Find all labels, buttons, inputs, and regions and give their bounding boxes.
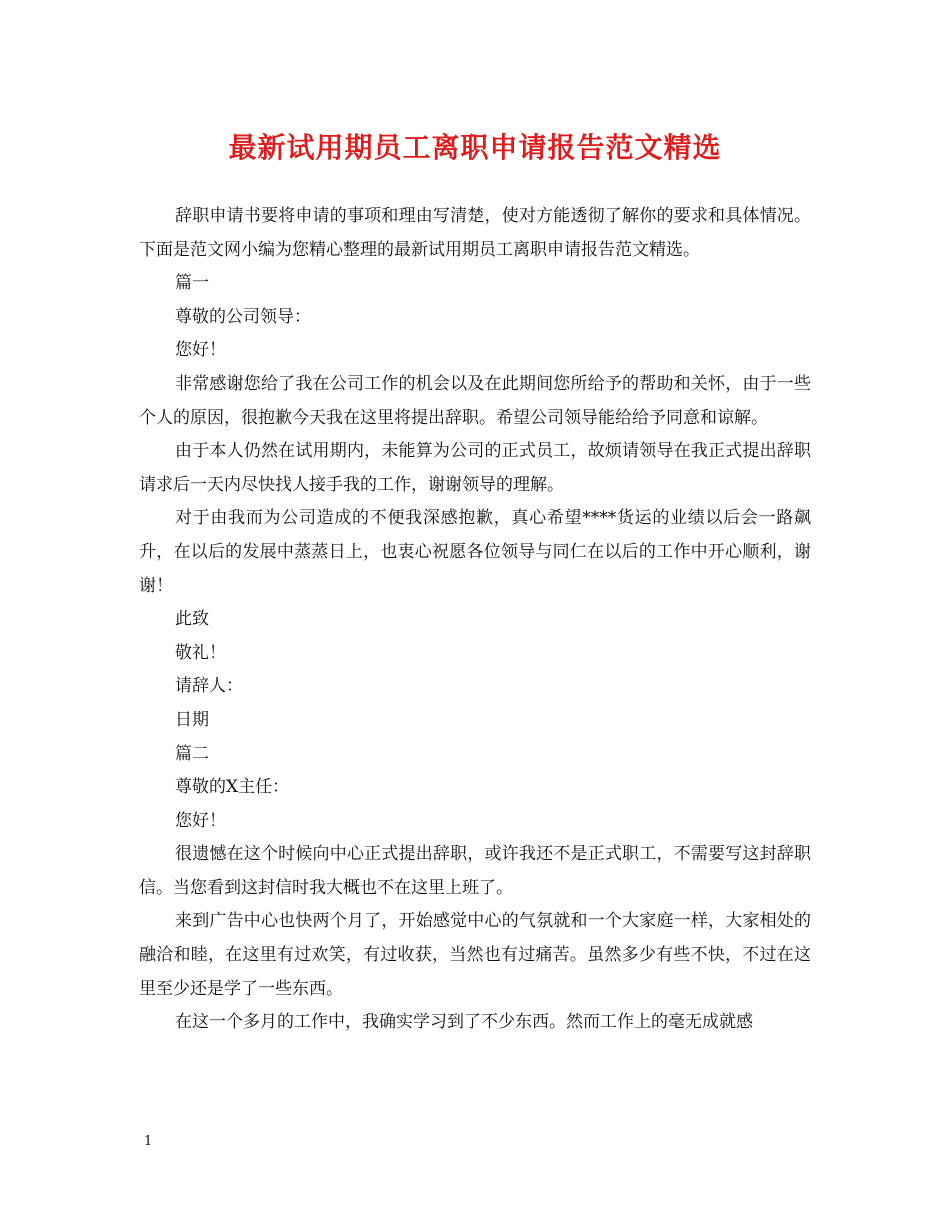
paragraph: 此致 [175,609,209,630]
document-body [139,200,811,1040]
paragraph: 在这一个多月的工作中，我确实学习到了不少东西。然而工作上的毫无成就感 [175,1012,753,1033]
paragraph: 您好！ [175,810,226,831]
paragraph: 请辞人： [175,676,243,697]
paragraph: 您好！ [175,340,226,361]
paragraph: 篇一 [175,273,209,294]
paragraph: 日期 [175,709,209,730]
paragraph: 尊敬的公司领导： [175,306,311,327]
paragraph: 辞职申请书要将申请的事项和理由写清楚，使对方能透彻了解你的要求和具体情况。下面是范文网小编为您精心整理的最新试用期员工离职申请报告范文精选。 [139,206,811,260]
paragraph: 非常感谢您给了我在公司工作的机会以及在此期间您所给予的帮助和关怀，由于一些个人的原因，很抱歉今天我在这里将提出辞职。希望公司领导能给给予同意和谅解。 [139,373,811,428]
paragraph: 尊敬的X主任： [175,777,290,798]
paragraph: 对于由我而为公司造成的不便我深感抱歉，真心希望****货运的业绩以后会一路飙升，在以后的发展中蒸蒸日上，也衷心祝愿各位领导与同仁在以后的工作中开心顺利，谢谢！ [139,508,811,596]
paragraph: 篇二 [175,743,209,764]
paragraph: 来到广告中心也快两个月了，开始感觉中心的气氛就和一个大家庭一样，大家相处的融洽和睦，在这里有过欢笑，有过收获，当然也有过痛苦。虽然多少有些不快，不过在这里至少还是学了一些东西。 [139,911,811,999]
document-title: 最新试用期员工离职申请报告范文精选 [228,131,722,164]
paragraph: 由于本人仍然在试用期内，未能算为公司的正式员工，故烦请领导在我正式提出辞职请求后一天内尽快找人接手我的工作，谢谢领导的理解。 [139,441,811,495]
paragraph: 敬礼！ [175,642,226,663]
paragraph: 很遗憾在这个时候向中心正式提出辞职，或许我还不是正式职工，不需要写这封辞职信。当您看到这封信时我大概也不在这里上班了。 [139,844,811,898]
page-number: 1 [144,1134,153,1149]
